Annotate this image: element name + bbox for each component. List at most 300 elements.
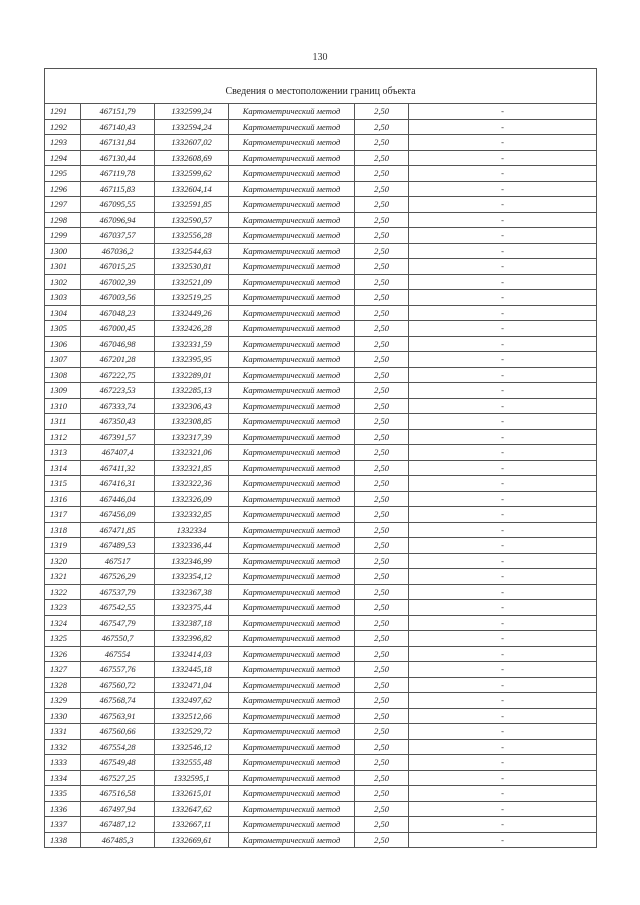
accuracy-cell: 2,50 xyxy=(355,615,409,631)
x-coordinate-cell: 467222,75 xyxy=(81,367,155,383)
y-coordinate-cell: 1332414,03 xyxy=(155,646,229,662)
description-cell: - xyxy=(409,243,597,259)
method-cell: Картометрический метод xyxy=(229,429,355,445)
table-row xyxy=(45,383,597,399)
description-cell: - xyxy=(409,383,597,399)
table-row xyxy=(45,135,597,151)
accuracy-cell: 2,50 xyxy=(355,693,409,709)
x-coordinate-cell: 467557,76 xyxy=(81,662,155,678)
accuracy-cell: 2,50 xyxy=(355,646,409,662)
point-number-cell: 1325 xyxy=(45,631,81,647)
description-cell: - xyxy=(409,600,597,616)
y-coordinate-cell: 1332354,12 xyxy=(155,569,229,585)
accuracy-cell: 2,50 xyxy=(355,119,409,135)
table-row xyxy=(45,429,597,445)
y-coordinate-cell: 1332321,85 xyxy=(155,460,229,476)
y-coordinate-cell: 1332336,44 xyxy=(155,538,229,554)
x-coordinate-cell: 467527,25 xyxy=(81,770,155,786)
table-row xyxy=(45,786,597,802)
description-cell: - xyxy=(409,290,597,306)
method-cell: Картометрический метод xyxy=(229,507,355,523)
accuracy-cell: 2,50 xyxy=(355,367,409,383)
method-cell: Картометрический метод xyxy=(229,662,355,678)
method-cell: Картометрический метод xyxy=(229,786,355,802)
accuracy-cell: 2,50 xyxy=(355,398,409,414)
table-row xyxy=(45,817,597,833)
method-cell: Картометрический метод xyxy=(229,181,355,197)
x-coordinate-cell: 467456,09 xyxy=(81,507,155,523)
description-cell: - xyxy=(409,119,597,135)
table-row xyxy=(45,600,597,616)
table-row xyxy=(45,832,597,848)
description-cell: - xyxy=(409,615,597,631)
x-coordinate-cell: 467487,12 xyxy=(81,817,155,833)
method-cell: Картометрический метод xyxy=(229,708,355,724)
x-coordinate-cell: 467563,91 xyxy=(81,708,155,724)
accuracy-cell: 2,50 xyxy=(355,491,409,507)
description-cell: - xyxy=(409,429,597,445)
point-number-cell: 1318 xyxy=(45,522,81,538)
description-cell: - xyxy=(409,104,597,120)
method-cell: Картометрический метод xyxy=(229,274,355,290)
accuracy-cell: 2,50 xyxy=(355,104,409,120)
x-coordinate-cell: 467554 xyxy=(81,646,155,662)
x-coordinate-cell: 467000,45 xyxy=(81,321,155,337)
x-coordinate-cell: 467497,94 xyxy=(81,801,155,817)
accuracy-cell: 2,50 xyxy=(355,677,409,693)
description-cell: - xyxy=(409,708,597,724)
method-cell: Картометрический метод xyxy=(229,352,355,368)
description-cell: - xyxy=(409,584,597,600)
table-row xyxy=(45,414,597,430)
table-row xyxy=(45,336,597,352)
table-row xyxy=(45,228,597,244)
x-coordinate-cell: 467015,25 xyxy=(81,259,155,275)
description-cell: - xyxy=(409,460,597,476)
y-coordinate-cell: 1332322,36 xyxy=(155,476,229,492)
table-row xyxy=(45,445,597,461)
y-coordinate-cell: 1332306,43 xyxy=(155,398,229,414)
accuracy-cell: 2,50 xyxy=(355,429,409,445)
point-number-cell: 1294 xyxy=(45,150,81,166)
method-cell: Картометрический метод xyxy=(229,770,355,786)
table-title: Сведения о местоположении границ объекта xyxy=(45,81,597,104)
table-row xyxy=(45,755,597,771)
method-cell: Картометрический метод xyxy=(229,305,355,321)
method-cell: Картометрический метод xyxy=(229,553,355,569)
table-row xyxy=(45,460,597,476)
y-coordinate-cell: 1332396,82 xyxy=(155,631,229,647)
table-body xyxy=(45,69,597,848)
method-cell: Картометрический метод xyxy=(229,398,355,414)
method-cell: Картометрический метод xyxy=(229,321,355,337)
y-coordinate-cell: 1332375,44 xyxy=(155,600,229,616)
accuracy-cell: 2,50 xyxy=(355,305,409,321)
y-coordinate-cell: 1332608,69 xyxy=(155,150,229,166)
point-number-cell: 1304 xyxy=(45,305,81,321)
description-cell: - xyxy=(409,755,597,771)
point-number-cell: 1330 xyxy=(45,708,81,724)
point-number-cell: 1331 xyxy=(45,724,81,740)
method-cell: Картометрический метод xyxy=(229,150,355,166)
x-coordinate-cell: 467130,44 xyxy=(81,150,155,166)
table-row xyxy=(45,631,597,647)
table-row xyxy=(45,491,597,507)
table-row xyxy=(45,150,597,166)
description-cell: - xyxy=(409,724,597,740)
table-row xyxy=(45,274,597,290)
table-row xyxy=(45,522,597,538)
coordinates-table xyxy=(44,68,597,848)
description-cell: - xyxy=(409,135,597,151)
accuracy-cell: 2,50 xyxy=(355,801,409,817)
y-coordinate-cell: 1332395,95 xyxy=(155,352,229,368)
method-cell: Картометрический метод xyxy=(229,739,355,755)
description-cell: - xyxy=(409,507,597,523)
accuracy-cell: 2,50 xyxy=(355,445,409,461)
point-number-cell: 1306 xyxy=(45,336,81,352)
description-cell: - xyxy=(409,677,597,693)
point-number-cell: 1297 xyxy=(45,197,81,213)
accuracy-cell: 2,50 xyxy=(355,352,409,368)
y-coordinate-cell: 1332512,66 xyxy=(155,708,229,724)
table-row xyxy=(45,662,597,678)
table-row xyxy=(45,569,597,585)
table-row xyxy=(45,181,597,197)
accuracy-cell: 2,50 xyxy=(355,150,409,166)
y-coordinate-cell: 1332334 xyxy=(155,522,229,538)
point-number-cell: 1321 xyxy=(45,569,81,585)
point-number-cell: 1307 xyxy=(45,352,81,368)
description-cell: - xyxy=(409,166,597,182)
x-coordinate-cell: 467391,57 xyxy=(81,429,155,445)
point-number-cell: 1310 xyxy=(45,398,81,414)
x-coordinate-cell: 467471,85 xyxy=(81,522,155,538)
point-number-cell: 1333 xyxy=(45,755,81,771)
description-cell: - xyxy=(409,522,597,538)
table-row xyxy=(45,553,597,569)
y-coordinate-cell: 1332326,09 xyxy=(155,491,229,507)
table-row xyxy=(45,538,597,554)
table-row xyxy=(45,507,597,523)
method-cell: Картометрический метод xyxy=(229,832,355,848)
description-cell: - xyxy=(409,646,597,662)
point-number-cell: 1329 xyxy=(45,693,81,709)
table-row xyxy=(45,166,597,182)
table-row xyxy=(45,677,597,693)
point-number-cell: 1324 xyxy=(45,615,81,631)
method-cell: Картометрический метод xyxy=(229,336,355,352)
point-number-cell: 1314 xyxy=(45,460,81,476)
table-top-spacer xyxy=(45,69,597,82)
x-coordinate-cell: 467550,7 xyxy=(81,631,155,647)
table-row xyxy=(45,476,597,492)
accuracy-cell: 2,50 xyxy=(355,197,409,213)
x-coordinate-cell: 467036,2 xyxy=(81,243,155,259)
method-cell: Картометрический метод xyxy=(229,119,355,135)
method-cell: Картометрический метод xyxy=(229,646,355,662)
accuracy-cell: 2,50 xyxy=(355,817,409,833)
method-cell: Картометрический метод xyxy=(229,367,355,383)
y-coordinate-cell: 1332445,18 xyxy=(155,662,229,678)
description-cell: - xyxy=(409,414,597,430)
method-cell: Картометрический метод xyxy=(229,290,355,306)
accuracy-cell: 2,50 xyxy=(355,631,409,647)
point-number-cell: 1295 xyxy=(45,166,81,182)
table-row xyxy=(45,243,597,259)
x-coordinate-cell: 467095,55 xyxy=(81,197,155,213)
point-number-cell: 1308 xyxy=(45,367,81,383)
accuracy-cell: 2,50 xyxy=(355,228,409,244)
method-cell: Картометрический метод xyxy=(229,383,355,399)
point-number-cell: 1305 xyxy=(45,321,81,337)
y-coordinate-cell: 1332331,59 xyxy=(155,336,229,352)
y-coordinate-cell: 1332599,24 xyxy=(155,104,229,120)
accuracy-cell: 2,50 xyxy=(355,553,409,569)
y-coordinate-cell: 1332615,01 xyxy=(155,786,229,802)
x-coordinate-cell: 467151,79 xyxy=(81,104,155,120)
description-cell: - xyxy=(409,228,597,244)
x-coordinate-cell: 467003,56 xyxy=(81,290,155,306)
accuracy-cell: 2,50 xyxy=(355,135,409,151)
accuracy-cell: 2,50 xyxy=(355,290,409,306)
table-row xyxy=(45,739,597,755)
x-coordinate-cell: 467560,72 xyxy=(81,677,155,693)
description-cell: - xyxy=(409,445,597,461)
table-title-row xyxy=(45,81,597,104)
point-number-cell: 1309 xyxy=(45,383,81,399)
y-coordinate-cell: 1332471,04 xyxy=(155,677,229,693)
y-coordinate-cell: 1332346,99 xyxy=(155,553,229,569)
point-number-cell: 1293 xyxy=(45,135,81,151)
x-coordinate-cell: 467554,28 xyxy=(81,739,155,755)
x-coordinate-cell: 467517 xyxy=(81,553,155,569)
table-row xyxy=(45,212,597,228)
accuracy-cell: 2,50 xyxy=(355,321,409,337)
method-cell: Картометрический метод xyxy=(229,693,355,709)
x-coordinate-cell: 467201,28 xyxy=(81,352,155,368)
y-coordinate-cell: 1332594,24 xyxy=(155,119,229,135)
description-cell: - xyxy=(409,197,597,213)
method-cell: Картометрический метод xyxy=(229,677,355,693)
description-cell: - xyxy=(409,631,597,647)
method-cell: Картометрический метод xyxy=(229,460,355,476)
accuracy-cell: 2,50 xyxy=(355,600,409,616)
method-cell: Картометрический метод xyxy=(229,476,355,492)
x-coordinate-cell: 467350,43 xyxy=(81,414,155,430)
y-coordinate-cell: 1332590,57 xyxy=(155,212,229,228)
accuracy-cell: 2,50 xyxy=(355,460,409,476)
method-cell: Картометрический метод xyxy=(229,801,355,817)
point-number-cell: 1328 xyxy=(45,677,81,693)
point-number-cell: 1334 xyxy=(45,770,81,786)
x-coordinate-cell: 467115,83 xyxy=(81,181,155,197)
y-coordinate-cell: 1332667,11 xyxy=(155,817,229,833)
accuracy-cell: 2,50 xyxy=(355,538,409,554)
description-cell: - xyxy=(409,770,597,786)
method-cell: Картометрический метод xyxy=(229,569,355,585)
x-coordinate-cell: 467485,3 xyxy=(81,832,155,848)
description-cell: - xyxy=(409,274,597,290)
method-cell: Картометрический метод xyxy=(229,414,355,430)
method-cell: Картометрический метод xyxy=(229,243,355,259)
point-number-cell: 1323 xyxy=(45,600,81,616)
accuracy-cell: 2,50 xyxy=(355,832,409,848)
method-cell: Картометрический метод xyxy=(229,615,355,631)
point-number-cell: 1335 xyxy=(45,786,81,802)
description-cell: - xyxy=(409,739,597,755)
accuracy-cell: 2,50 xyxy=(355,724,409,740)
description-cell: - xyxy=(409,398,597,414)
description-cell: - xyxy=(409,569,597,585)
point-number-cell: 1300 xyxy=(45,243,81,259)
x-coordinate-cell: 467411,32 xyxy=(81,460,155,476)
point-number-cell: 1316 xyxy=(45,491,81,507)
x-coordinate-cell: 467407,4 xyxy=(81,445,155,461)
accuracy-cell: 2,50 xyxy=(355,383,409,399)
method-cell: Картометрический метод xyxy=(229,584,355,600)
table-row xyxy=(45,259,597,275)
x-coordinate-cell: 467542,55 xyxy=(81,600,155,616)
y-coordinate-cell: 1332317,39 xyxy=(155,429,229,445)
table-row xyxy=(45,615,597,631)
description-cell: - xyxy=(409,693,597,709)
point-number-cell: 1302 xyxy=(45,274,81,290)
description-cell: - xyxy=(409,553,597,569)
description-cell: - xyxy=(409,352,597,368)
accuracy-cell: 2,50 xyxy=(355,336,409,352)
method-cell: Картометрический метод xyxy=(229,631,355,647)
x-coordinate-cell: 467537,79 xyxy=(81,584,155,600)
y-coordinate-cell: 1332604,14 xyxy=(155,181,229,197)
y-coordinate-cell: 1332387,18 xyxy=(155,615,229,631)
point-number-cell: 1311 xyxy=(45,414,81,430)
y-coordinate-cell: 1332519,25 xyxy=(155,290,229,306)
method-cell: Картометрический метод xyxy=(229,166,355,182)
accuracy-cell: 2,50 xyxy=(355,786,409,802)
y-coordinate-cell: 1332555,48 xyxy=(155,755,229,771)
y-coordinate-cell: 1332669,61 xyxy=(155,832,229,848)
description-cell: - xyxy=(409,181,597,197)
description-cell: - xyxy=(409,538,597,554)
description-cell: - xyxy=(409,367,597,383)
y-coordinate-cell: 1332367,38 xyxy=(155,584,229,600)
table-row xyxy=(45,104,597,120)
table-row xyxy=(45,646,597,662)
y-coordinate-cell: 1332332,85 xyxy=(155,507,229,523)
y-coordinate-cell: 1332647,62 xyxy=(155,801,229,817)
point-number-cell: 1332 xyxy=(45,739,81,755)
point-number-cell: 1326 xyxy=(45,646,81,662)
x-coordinate-cell: 467048,23 xyxy=(81,305,155,321)
table-row xyxy=(45,352,597,368)
point-number-cell: 1312 xyxy=(45,429,81,445)
description-cell: - xyxy=(409,662,597,678)
x-coordinate-cell: 467568,74 xyxy=(81,693,155,709)
y-coordinate-cell: 1332546,12 xyxy=(155,739,229,755)
point-number-cell: 1303 xyxy=(45,290,81,306)
method-cell: Картометрический метод xyxy=(229,522,355,538)
method-cell: Картометрический метод xyxy=(229,724,355,740)
x-coordinate-cell: 467549,48 xyxy=(81,755,155,771)
accuracy-cell: 2,50 xyxy=(355,507,409,523)
point-number-cell: 1298 xyxy=(45,212,81,228)
x-coordinate-cell: 467037,57 xyxy=(81,228,155,244)
point-number-cell: 1291 xyxy=(45,104,81,120)
point-number-cell: 1299 xyxy=(45,228,81,244)
point-number-cell: 1319 xyxy=(45,538,81,554)
table-row xyxy=(45,290,597,306)
method-cell: Картометрический метод xyxy=(229,491,355,507)
accuracy-cell: 2,50 xyxy=(355,166,409,182)
method-cell: Картометрический метод xyxy=(229,197,355,213)
description-cell: - xyxy=(409,305,597,321)
y-coordinate-cell: 1332321,06 xyxy=(155,445,229,461)
x-coordinate-cell: 467489,53 xyxy=(81,538,155,554)
accuracy-cell: 2,50 xyxy=(355,414,409,430)
y-coordinate-cell: 1332607,02 xyxy=(155,135,229,151)
y-coordinate-cell: 1332529,72 xyxy=(155,724,229,740)
y-coordinate-cell: 1332530,81 xyxy=(155,259,229,275)
y-coordinate-cell: 1332595,1 xyxy=(155,770,229,786)
method-cell: Картометрический метод xyxy=(229,104,355,120)
description-cell: - xyxy=(409,491,597,507)
y-coordinate-cell: 1332449,26 xyxy=(155,305,229,321)
table-row xyxy=(45,321,597,337)
point-number-cell: 1322 xyxy=(45,584,81,600)
point-number-cell: 1338 xyxy=(45,832,81,848)
x-coordinate-cell: 467333,74 xyxy=(81,398,155,414)
x-coordinate-cell: 467223,53 xyxy=(81,383,155,399)
y-coordinate-cell: 1332521,09 xyxy=(155,274,229,290)
point-number-cell: 1320 xyxy=(45,553,81,569)
accuracy-cell: 2,50 xyxy=(355,662,409,678)
point-number-cell: 1315 xyxy=(45,476,81,492)
x-coordinate-cell: 467526,29 xyxy=(81,569,155,585)
description-cell: - xyxy=(409,832,597,848)
table-row xyxy=(45,197,597,213)
method-cell: Картометрический метод xyxy=(229,538,355,554)
description-cell: - xyxy=(409,150,597,166)
accuracy-cell: 2,50 xyxy=(355,212,409,228)
x-coordinate-cell: 467560,66 xyxy=(81,724,155,740)
method-cell: Картометрический метод xyxy=(229,135,355,151)
x-coordinate-cell: 467002,39 xyxy=(81,274,155,290)
x-coordinate-cell: 467140,43 xyxy=(81,119,155,135)
y-coordinate-cell: 1332556,28 xyxy=(155,228,229,244)
point-number-cell: 1336 xyxy=(45,801,81,817)
table-row xyxy=(45,367,597,383)
table-row xyxy=(45,584,597,600)
accuracy-cell: 2,50 xyxy=(355,708,409,724)
y-coordinate-cell: 1332308,85 xyxy=(155,414,229,430)
x-coordinate-cell: 467516,58 xyxy=(81,786,155,802)
table-row xyxy=(45,305,597,321)
y-coordinate-cell: 1332289,01 xyxy=(155,367,229,383)
accuracy-cell: 2,50 xyxy=(355,181,409,197)
table-row xyxy=(45,708,597,724)
point-number-cell: 1313 xyxy=(45,445,81,461)
y-coordinate-cell: 1332599,62 xyxy=(155,166,229,182)
method-cell: Картометрический метод xyxy=(229,259,355,275)
y-coordinate-cell: 1332426,28 xyxy=(155,321,229,337)
accuracy-cell: 2,50 xyxy=(355,770,409,786)
accuracy-cell: 2,50 xyxy=(355,243,409,259)
y-coordinate-cell: 1332285,13 xyxy=(155,383,229,399)
accuracy-cell: 2,50 xyxy=(355,755,409,771)
table-row xyxy=(45,724,597,740)
description-cell: - xyxy=(409,786,597,802)
